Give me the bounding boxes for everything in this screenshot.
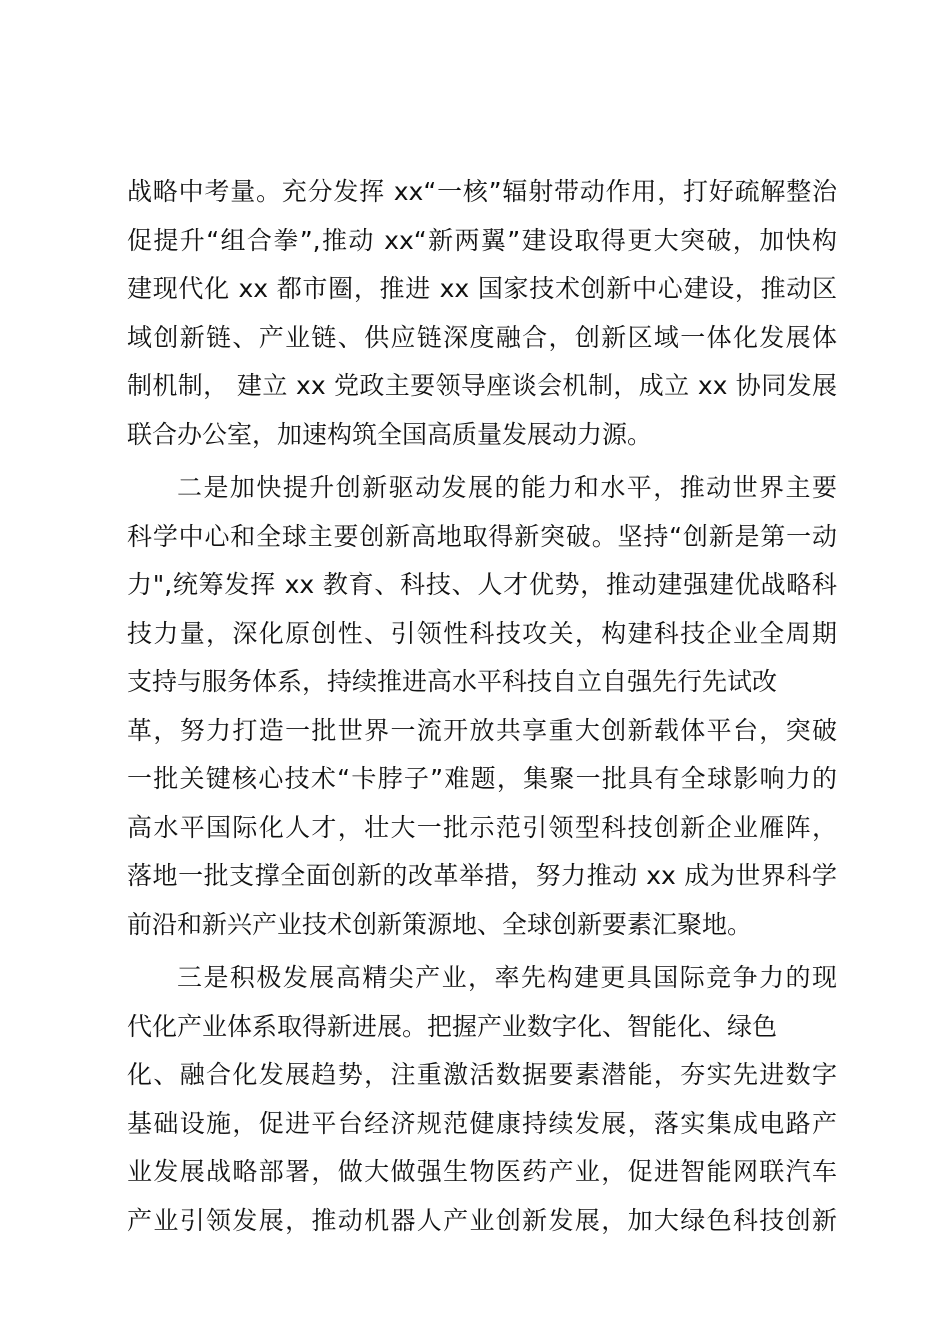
text-line: 化、融合化发展趋势，注重激活数据要素潜能，夯实先进数字 [127, 1060, 837, 1089]
text-line: 产业引领发展，推动机器人产业创新发展，加大绿色科技创新 [127, 1205, 837, 1235]
text-line: 技力量，深化原创性、引领性科技攻关，构建科技企业全周期 [127, 618, 837, 648]
text-line: 高水平国际化人才，壮大一批示范引领型科技创新企业雁阵， [127, 812, 837, 842]
text-line: 促提升“组合拳”,推动 xx“新两翼”建设取得更大突破，加快构 [127, 225, 837, 255]
text-line: 代化产业体系取得新进展。把握产业数字化、智能化、绿色 [127, 1011, 778, 1041]
text-line: 联合办公室，加速构筑全国高质量发展动力源。 [127, 419, 653, 449]
text-line: 二是加快提升创新驱动发展的能力和水平，推动世界主要 [177, 473, 837, 502]
text-line: 战略中考量。充分发挥 xx“一核”辐射带动作用，打好疏解整治 [127, 177, 837, 206]
text-line: 一批关键核心技术“卡脖子”难题，集聚一批具有全球影响力的 [127, 764, 837, 793]
text-line: 业发展战略部署，做大做强生物医药产业，促进智能网联汽车 [127, 1157, 837, 1186]
text-line: 科学中心和全球主要创新高地取得新突破。坚持“创新是第一动 [127, 521, 837, 551]
paragraph-3 [127, 954, 837, 1245]
text-line: 三是积极发展高精尖产业，率先构建更具国际竞争力的现 [177, 963, 837, 992]
text-line: 落地一批支撑全面创新的改革举措，努力推动 xx 成为世界科学 [127, 861, 837, 890]
text-line: 基础设施，促进平台经济规范健康持续发展，落实集成电路产 [127, 1108, 837, 1138]
text-line: 支持与服务体系，持续推进高水平科技自立自强先行先试改 [127, 667, 778, 696]
paragraph-2 [127, 464, 837, 949]
body-text [127, 168, 837, 1245]
text-line: 革，努力打造一批世界一流开放共享重大创新载体平台，突破 [127, 715, 837, 745]
text-line: 建现代化 xx 都市圈，推进 xx 国家技术创新中心建设，推动区 [127, 274, 837, 303]
text-line: 域创新链、产业链、供应链深度融合，创新区域一体化发展体 [127, 322, 837, 352]
text-line: 力",统筹发挥 xx 教育、科技、人才优势，推动建强建优战略科 [127, 570, 837, 599]
text-line: 制机制， 建立 xx 党政主要领导座谈会机制，成立 xx 协同发展 [127, 371, 837, 400]
text-line: 前沿和新兴产业技术创新策源地、全球创新要素汇聚地。 [127, 909, 753, 939]
paragraph-1 [127, 168, 837, 459]
